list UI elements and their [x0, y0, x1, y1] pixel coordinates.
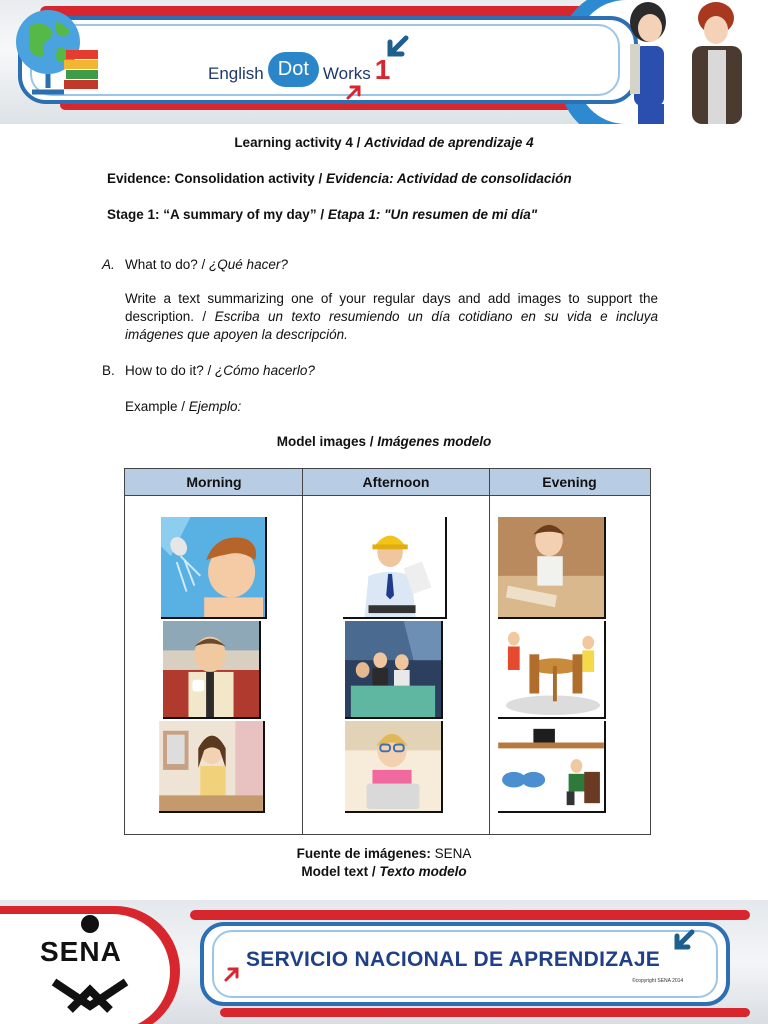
engineer-hardhat-image	[343, 517, 447, 619]
column-header-evening: Evening	[489, 469, 650, 496]
footer-red-stripe-bottom	[220, 1008, 750, 1017]
section-a-paragraph	[125, 290, 658, 344]
image-source-line	[0, 845, 768, 863]
section-a-text-es: Escriba un texto resumiendo un día cotidiano en su vida e incluya imágenes que apoyen la descripción.	[125, 309, 658, 342]
students-illustration	[608, 0, 768, 124]
logo-english: English	[208, 63, 264, 83]
man-breakfast-phone-image	[163, 621, 261, 719]
column-divider	[302, 469, 303, 834]
evidence-es: Evidencia: Actividad de consolidación	[326, 171, 572, 186]
image-source-label: Fuente de imágenes:	[296, 846, 435, 861]
model-text-en: Model text /	[301, 864, 380, 879]
woman-bathroom-image	[159, 721, 265, 813]
model-text-es: Texto modelo	[379, 864, 467, 879]
title-en: Learning activity 4 /	[234, 135, 365, 150]
section-a-title	[125, 256, 288, 274]
logo-works: Works	[322, 63, 371, 83]
section-b-title-en: How to do it? /	[125, 363, 216, 378]
stage-heading	[107, 206, 537, 224]
section-b-letter: B.	[102, 363, 115, 378]
section-a-title-es: ¿Qué hacer?	[209, 257, 288, 272]
section-a-text-en: Write a text summarizing one of your regular days and add images to support the description. /	[125, 291, 658, 324]
column-header-afternoon: Afternoon	[303, 469, 489, 496]
friends-restaurant-image	[345, 621, 443, 719]
header-banner	[0, 0, 768, 124]
image-source-value: SENA	[434, 846, 472, 861]
man-living-room-image	[498, 721, 606, 813]
column-header-morning: Morning	[125, 469, 303, 496]
model-images-heading	[0, 433, 768, 451]
evidence-en: Evidence: Consolidation activity /	[107, 171, 327, 186]
arrow-up-right-icon	[344, 82, 364, 102]
stage-en: Stage 1: “A summary of my day” /	[107, 207, 328, 222]
model-images-es: Imágenes modelo	[377, 434, 492, 449]
arrow-down-left-icon	[382, 34, 410, 62]
footer-title: SERVICIO NACIONAL DE APRENDIZAJE	[246, 948, 661, 971]
boy-shower-image	[161, 517, 267, 619]
copyright-text: ©copyright SENA 2014	[632, 978, 684, 984]
family-dining-table-image	[498, 621, 606, 719]
model-images-en: Model images /	[276, 434, 378, 449]
title-es: Actividad de aprendizaje 4	[364, 135, 534, 150]
stage-es: Etapa 1: "Un resumen de mi día"	[327, 207, 538, 222]
example-label	[125, 398, 241, 416]
logo-dot: Dot	[268, 52, 319, 87]
section-b-title	[125, 362, 315, 380]
section-a-letter: A.	[102, 257, 115, 272]
evidence-heading	[107, 170, 572, 188]
section-b-title-es: ¿Cómo hacerlo?	[215, 363, 315, 378]
model-images-table	[124, 468, 651, 835]
girl-laptop-image	[345, 721, 443, 813]
footer-banner	[0, 900, 768, 1024]
globe-books-icon	[8, 2, 100, 102]
boy-cooking-image	[498, 517, 606, 619]
example-es: Ejemplo:	[188, 399, 242, 414]
page-title	[0, 134, 768, 152]
arrow-down-left-icon	[670, 928, 696, 954]
model-text-heading	[0, 863, 768, 881]
example-en: Example /	[125, 399, 189, 414]
column-divider	[489, 469, 490, 834]
sena-wordmark: SENA	[40, 936, 122, 967]
arrow-up-right-icon	[222, 964, 242, 984]
footer-red-stripe	[190, 910, 750, 920]
section-a-title-en: What to do? /	[125, 257, 210, 272]
logo-number: 1	[374, 53, 391, 85]
